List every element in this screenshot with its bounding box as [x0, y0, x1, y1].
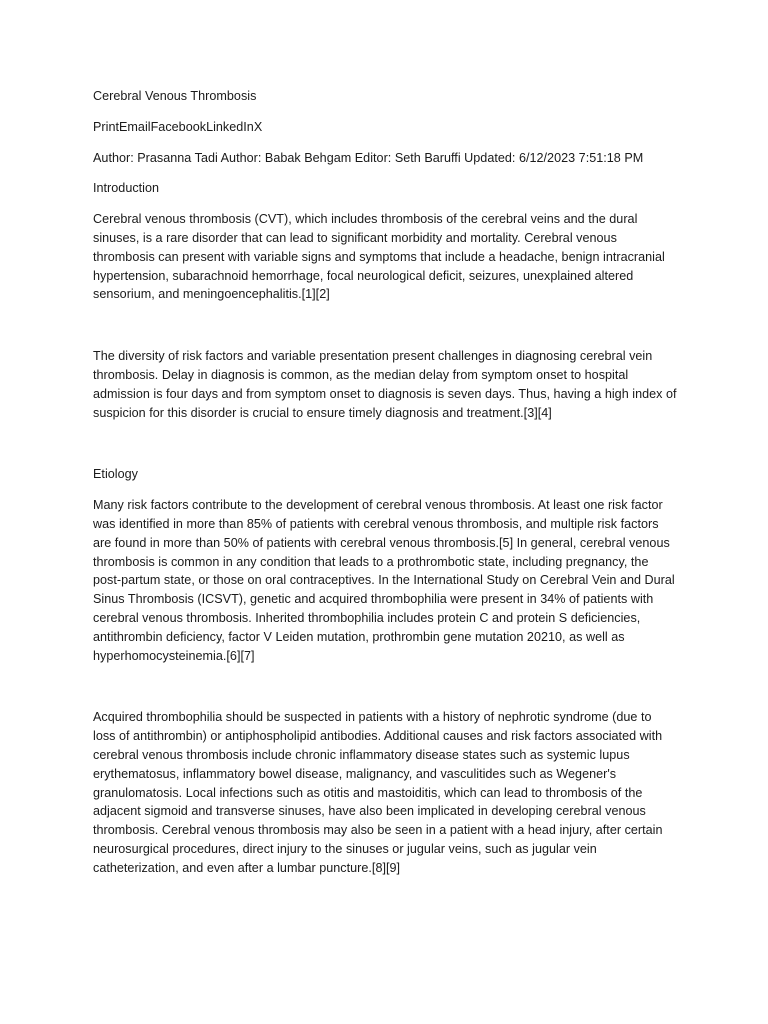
section-heading-etiology: Etiology [93, 467, 138, 482]
etiology-paragraph-2: Acquired thrombophilia should be suspected in patients with a history of nephrotic syndrome (due to loss of antithrombin) or antiphospholipid antibodies. Additional causes and risk factors associated with cerebral venous thrombosis include chronic inflammatory disease states such as systemic lupus erythematosus, inflammatory bowel disease, malignancy, and vasculitides such as Wegener's granulomatosis. Local infections such as otitis and mastoiditis, which can lead to thrombosis of the adjacent sigmoid and transverse sinuses, have also been implicated in developing cerebral venous thrombosis. Cerebral venous thrombosis may also be seen in a patient with a head injury, after certain neurosurgical procedures, direct injury to the sinuses or jugular veins, such as jugular vein catheterization, and even after a lumbar puncture.[8][9] [93, 710, 663, 875]
print-link[interactable]: Print [93, 119, 119, 134]
facebook-link[interactable]: Facebook [150, 119, 207, 134]
article-title: Cerebral Venous Thrombosis [93, 89, 257, 103]
share-links [93, 118, 677, 137]
introduction-paragraph-1: Cerebral venous thrombosis (CVT), which includes thrombosis of the cerebral veins and the dural sinuses, is a rare disorder that can lead to significant morbidity and mortality. Cerebral venous thrombosis can present with variable signs and symptoms that include a headache, benign intracranial hypertension, subarachnoid hemorrhage, focal neurological deficit, seizures, unexplained altered sensorium, and meningoencephalitis.[1][2] [93, 212, 665, 302]
section-heading-introduction: Introduction [93, 181, 160, 196]
x-link[interactable]: X [253, 119, 263, 134]
etiology-paragraph-1: Many risk factors contribute to the development of cerebral venous thrombosis. At least one risk factor was identified in more than 85% of patients with cerebral venous thrombosis, and multiple risk factors are found in more than 50% of patients with cerebral venous thrombosis.[5] In general, cerebral venous thrombosis is common in any condition that leads to a prothrombotic state, including pregnancy, the post-partum state, or those on oral contraceptives. In the International Study on Cerebral Vein and Dural Sinus Thrombosis (ICSVT), genetic and acquired thrombophilia were present in 34% of patients with cerebral venous thrombosis. Inherited thrombophilia includes protein C and protein S deficiencies, antithrombin deficiency, factor V Leiden mutation, prothrombin gene mutation 20210, as well as hyperhomocysteinemia.[6][7] [93, 498, 675, 663]
article-meta: Author: Prasanna Tadi Author: Babak Behgam Editor: Seth Baruffi Updated: 6/12/2023 7:51:18 PM [93, 150, 644, 165]
email-link[interactable]: Email [119, 119, 151, 134]
linkedin-link[interactable]: LinkedIn [206, 119, 254, 134]
document-page [93, 87, 677, 890]
introduction-paragraph-2: The diversity of risk factors and variable presentation present challenges in diagnosing cerebral vein thrombosis. Delay in diagnosis is common, as the median delay from symptom onset to hospital admission is four days and from symptom onset to diagnosis is seven days. Thus, having a high index of suspicion for this disorder is crucial to ensure timely diagnosis and treatment.[3][4] [93, 349, 677, 420]
